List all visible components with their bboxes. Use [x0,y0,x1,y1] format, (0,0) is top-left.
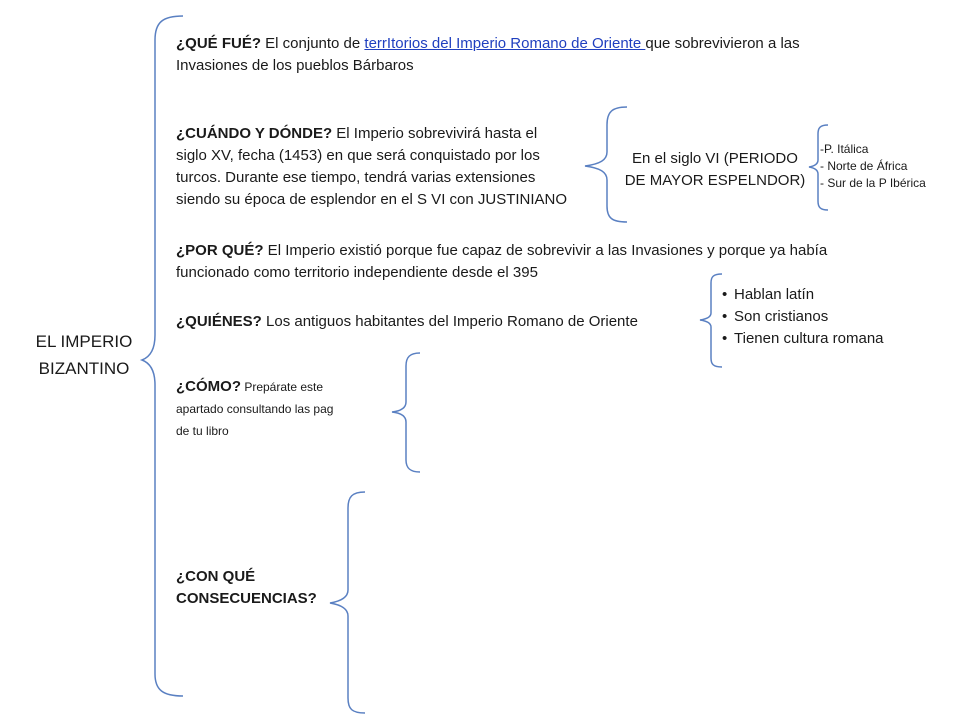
consecuencias-line-1: ¿CON QUÉ [176,568,256,585]
region-item: - Norte de África [820,159,908,173]
root-line-1: EL IMPERIO [35,332,133,351]
como-line-1: Prepárate este [241,380,324,394]
list-item: • Tienen cultura romana [722,328,884,350]
consecuencias-block [176,566,317,610]
regiones-list [820,141,926,192]
list-item: • Hablan latín [722,284,884,306]
que-text-after: que sobrevivieron a las [645,35,800,52]
siglo-node [610,148,820,192]
quienes-text: Los antiguos habitantes del Imperio Romano de Oriente [261,313,638,330]
consecuencias-line-2: CONSECUENCIAS? [176,590,317,607]
root-line-2: BIZANTINO [38,359,130,378]
caracteristicas-brace [700,274,722,367]
consecuencias-brace [330,492,365,713]
cuando-block [176,123,567,211]
como-line-2: apartado consultando las pag [176,402,334,416]
porque-line-2: funcionado como territorio independiente desde el 395 [176,264,538,281]
region-item: -P. Itálica [820,142,869,156]
cuando-line-2: siglo XV, fecha (1453) en que será conquistado por los [176,147,540,164]
como-block [176,376,333,442]
que-label: ¿QUÉ FUÉ? [176,35,261,52]
cuando-line-1: El Imperio sobrevivirá hasta el [332,125,538,142]
quienes-label: ¿QUIÉNES? [176,313,262,330]
quienes-block [176,311,638,333]
siglo-line-2: DE MAYOR ESPELNDOR) [624,172,806,189]
porque-line-1: El Imperio existió porque fue capaz de sobrevivir a las Invasiones y porque ya había [263,242,828,259]
cuando-line-4: siendo su época de esplendor en el S VI con JUSTINIANO [176,191,568,208]
como-line-3: de tu libro [176,424,229,438]
territorios-link[interactable]: terrItorios del Imperio Romano de Oriente [364,35,646,52]
porque-label: ¿POR QUÉ? [176,242,264,259]
que-line-2: Invasiones de los pueblos Bárbaros [176,57,414,74]
cuando-label: ¿CUÁNDO Y DÓNDE? [176,125,333,142]
root-topic [20,328,148,382]
siglo-line-1: En el siglo VI (PERIODO [632,150,798,167]
que-text-before: El conjunto de [261,35,365,52]
region-item: - Sur de la P Ibérica [820,176,926,190]
como-label: ¿CÓMO? [176,378,241,395]
como-brace [392,353,420,472]
caracteristicas-block [722,284,884,350]
cuando-line-3: turcos. Durante ese tiempo, tendrá varias extensiones [176,169,536,186]
list-item: • Son cristianos [722,306,884,328]
que-block [176,33,800,77]
porque-block [176,240,827,284]
caracteristicas-list [722,284,884,350]
